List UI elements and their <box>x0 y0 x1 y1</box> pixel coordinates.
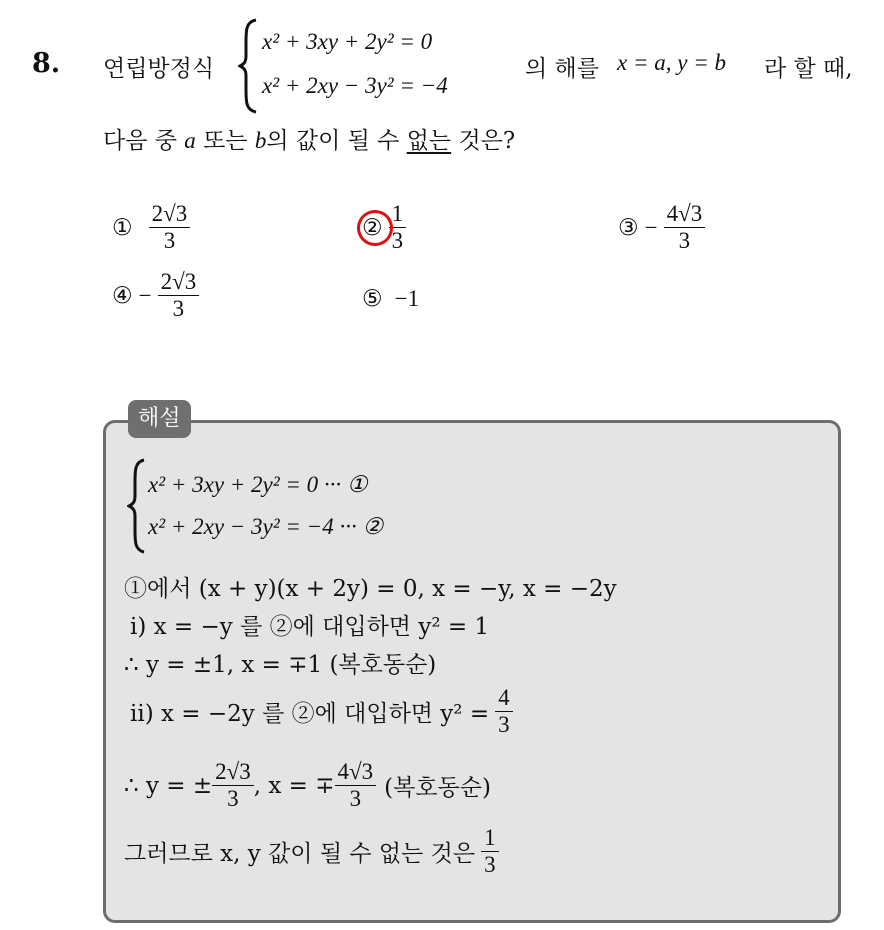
solution-line-3: ∴ y = ±1, x = ∓1 (복호동순) <box>124 652 437 678</box>
solution-line-6-text: 그러므로 x, y 값이 될 수 없는 것은 <box>124 841 476 868</box>
choice-marker: ③ <box>618 214 639 241</box>
choice-fraction: $\frac{4√3}{3}$ <box>664 202 706 253</box>
equation-1: x² + 3xy + 2y² = 0 <box>262 29 433 54</box>
choice-2[interactable] <box>362 202 406 253</box>
choice-fraction: $\frac{2√3}{3}$ <box>149 202 191 253</box>
choice-fraction: $\frac{1}{3}$ <box>389 202 407 253</box>
assignment: x = a, y = b <box>617 50 726 75</box>
question-line-2 <box>103 122 515 155</box>
text-after-system: 의 해를 <box>525 56 599 82</box>
choice-marker: ⑤ <box>362 286 383 312</box>
q-or: 또는 <box>203 128 248 154</box>
choice-value: −1 <box>394 286 420 311</box>
solution-line-2: ⅰ) x = −y 를 ②에 대입하면 y² = 1 <box>130 614 490 640</box>
equation-2: x² + 2xy − 3y² = −4 <box>262 73 448 98</box>
choice-sign: − <box>138 282 152 308</box>
q-part1: 다음 중 <box>103 128 177 154</box>
solution-eq-2: x² + 2xy − 3y² = −4 ··· ② <box>148 514 384 539</box>
system-label: 연립방정식 <box>103 56 215 82</box>
choice-sign: − <box>644 214 658 240</box>
equation-system <box>262 20 448 108</box>
choice-4[interactable] <box>112 270 199 321</box>
system-brace-icon <box>238 18 260 114</box>
solution-line-5-c: (복호동순) <box>384 775 491 802</box>
var-b: b <box>254 128 267 153</box>
problem-number: 8. <box>32 48 61 79</box>
solution-brace-icon <box>127 458 147 554</box>
q-underlined-word: 없는 <box>406 128 452 154</box>
solution-line-4 <box>130 686 513 737</box>
choice-marker: ① <box>112 214 133 241</box>
solution-fraction: $\frac{1}{3}$ <box>481 826 499 877</box>
solution-fraction: $\frac{4√3}{3}$ <box>335 760 377 811</box>
choice-marker-selected: ② <box>362 214 383 241</box>
choice-5[interactable] <box>362 286 419 312</box>
solution-line-5 <box>124 760 491 811</box>
text-when: 라 할 때, <box>764 56 853 82</box>
var-a: a <box>184 128 196 153</box>
choice-3[interactable] <box>618 202 705 253</box>
solution-line-5-a: ∴ y = ± <box>124 772 213 799</box>
choice-1[interactable] <box>112 202 190 253</box>
solution-line-5-b: , x = ∓ <box>253 772 335 799</box>
choice-marker: ④ <box>112 282 133 309</box>
q-part2: 의 값이 될 수 <box>266 128 400 154</box>
solution-line-4-text: ⅱ) x = −2y 를 ②에 대입하면 y² = <box>130 701 490 728</box>
solution-line-1: ①에서 (x + y)(x + 2y) = 0, x = −y, x = −2y <box>124 576 617 602</box>
choice-fraction: $\frac{2√3}{3}$ <box>158 270 200 321</box>
solution-tab: 해설 <box>128 400 191 438</box>
q-part3: 것은? <box>458 128 516 154</box>
solution-eq-1: x² + 3xy + 2y² = 0 ··· ① <box>148 472 368 497</box>
solution-line-6 <box>124 826 499 877</box>
solution-fraction: $\frac{4}{3}$ <box>495 686 513 737</box>
solution-fraction: $\frac{2√3}{3}$ <box>212 760 254 811</box>
